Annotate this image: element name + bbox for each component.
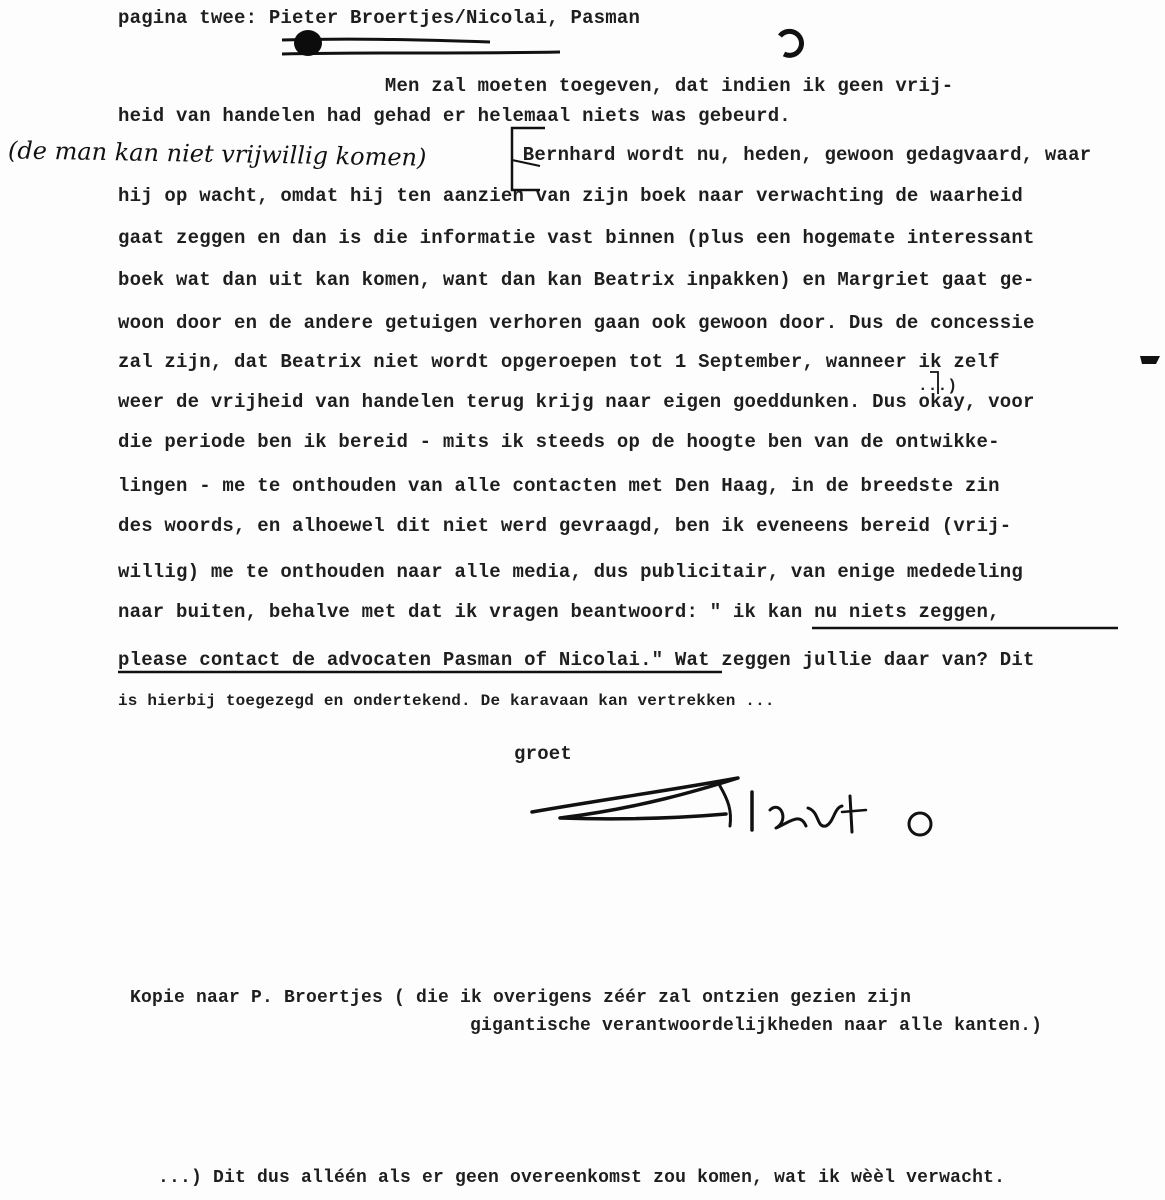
body-line-3: Bernhard wordt nu, heden, gewoon gedagvaard, waar [488,144,1092,166]
header-scribble-line-2 [282,52,560,54]
insertion-bracket [512,128,545,190]
body-line-16: is hierbij toegezegd en ondertekend. De karavaan kan vertrekken ... [118,692,775,710]
body-line-15: please contact de advocaten Pasman of Nicolai." Wat zeggen jullie daar van? Dit [118,649,1035,671]
body-line-10: die periode ben ik bereid - mits ik steeds op de hoogte ben van de ontwikke- [118,431,1000,453]
insertion-mark: ...) [918,377,958,395]
footnote: ...) Dit dus alléén als er geen overeenkomst zou komen, wat ik wèèl verwacht. [158,1168,1006,1188]
punch-hole-mark [780,31,801,55]
body-line-7: woon door en de andere getuigen verhoren gaan ook gewoon door. Dus de concessie [118,312,1035,334]
ink-blot-small [1140,356,1160,364]
body-line-11: lingen - me te onthouden van alle contacten met Den Haag, in de breedste zin [118,475,1000,497]
margin-handwritten-note: (de man kan niet vrijwillig komen) [7,136,427,172]
insertion-caret [930,372,938,394]
body-line-12: des woords, en alhoewel dit niet werd gevraagd, ben ik eveneens bereid (vrij- [118,515,1012,537]
body-line-9: weer de vrijheid van handelen terug krijg naar eigen goeddunken. Dus okay, voor [118,391,1035,413]
header-names: Pieter Broertjes/Nicolai, Pasman [268,7,641,29]
body-line-4: hij op wacht, omdat hij ten aanzien van zijn boek naar verwachting de waarheid [118,185,1023,207]
body-line-5: gaat zeggen en dan is die informatie vast binnen (plus een hogemate interessant [118,227,1035,249]
body-line-14: naar buiten, behalve met dat ik vragen beantwoord: " ik kan nu niets zeggen, [118,601,1000,623]
body-line-13: willig) me te onthouden naar alle media, dus publicitair, van enige mededeling [118,561,1023,583]
header-prefix: pagina twee: [118,7,269,29]
ink-blot [294,30,322,56]
insertion-bracket-arrow [512,160,540,166]
copy-line-1: Kopie naar P. Broertjes ( die ik overigens zéér zal ontzien gezien zijn [130,988,912,1008]
closing-greeting: groet [514,743,573,765]
copy-line-2: gigantische verantwoordelijkheden naar alle kanten.) [470,1016,1043,1036]
body-line-2: heid van handelen had gehad er helemaal niets was gebeurd. [118,105,791,127]
body-line-6: boek wat dan uit kan komen, want dan kan Beatrix inpakken) en Margriet gaat ge- [118,269,1035,291]
signature [532,778,931,835]
body-line-8: zal zijn, dat Beatrix niet wordt opgeroepen tot 1 September, wanneer ik zelf [118,351,1000,373]
body-line-1: Men zal moeten toegeven, dat indien ik geen vrij- [118,75,954,97]
